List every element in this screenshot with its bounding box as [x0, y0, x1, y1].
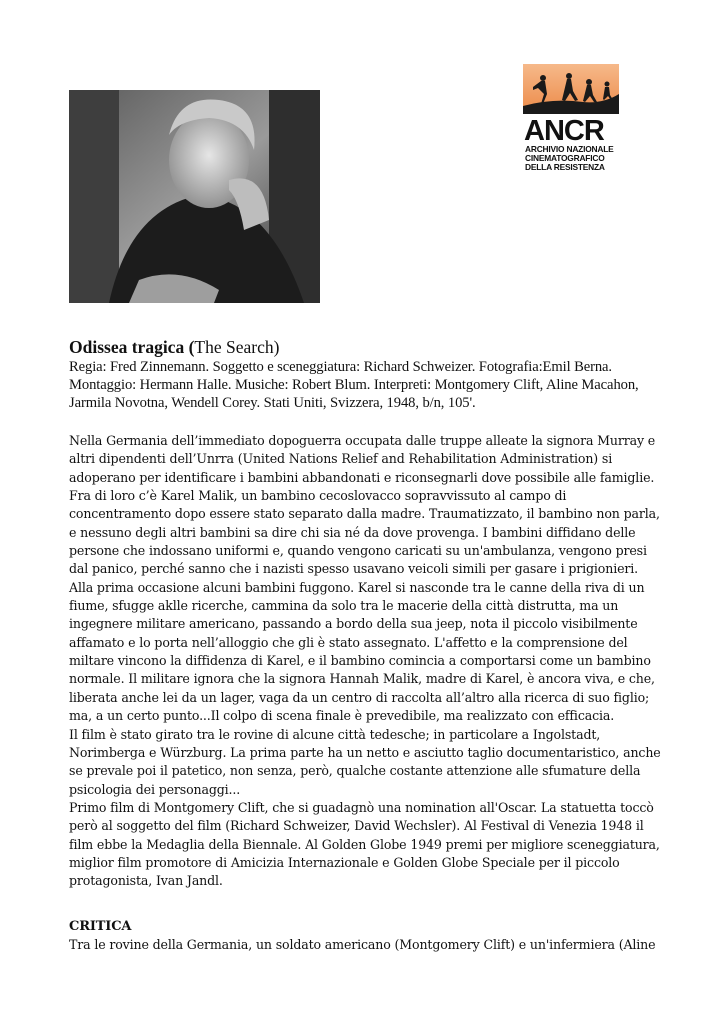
- film-title-bold: Odissea tragica (: [69, 337, 195, 357]
- logo-line-2: CINEMATOGRAFICO: [525, 153, 605, 163]
- boy-silhouette: [69, 90, 320, 303]
- film-credits: Regia: Fred Zinnemann. Soggetto e sceneggiatura: Richard Schweizer. Fotografia:Emil Berna. Montaggio: Hermann Halle. Musiche: Robert Blum. Interpreti: Montgomery Clift, Aline Macahon, Jarmila Novotna, Wendell Corey. Stati Uniti, Svizzera, 1948, b/n, 105'.: [69, 359, 639, 411]
- runners-icon: [523, 64, 619, 114]
- film-title: [69, 337, 669, 358]
- logo-line-1: ARCHIVIO NAZIONALE: [525, 144, 614, 154]
- logo-wordmark: ANCR: [524, 115, 604, 147]
- paragraph-awards: Primo film di Montgomery Clift, che si guadagnò una nomination all'Oscar. La statuetta toccò però al soggetto del film (Richard Schweizer, David Wechsler). Al Festival di Venezia 1948 il film ebbe la Medaglia della Biennale. Al Golden Globe 1949 premi per migliore sceneggiatura, miglior film promotore di Amicizia Internazionale e Golden Globe Speciale per il piccolo protagonista, Ivan Jandl.: [69, 799, 660, 889]
- logo-line-3: DELLA RESISTENZA: [525, 162, 605, 172]
- film-header: [69, 337, 669, 412]
- film-title-original: The Search): [194, 337, 280, 357]
- film-still-photo: [69, 90, 320, 303]
- critica-text: Tra le rovine della Germania, un soldato americano (Montgomery Clift) e un'infermiera (Aline: [69, 937, 656, 953]
- synopsis: [69, 432, 661, 891]
- ancr-logo: [523, 64, 619, 180]
- paragraph-production: Il film è stato girato tra le rovine di alcune città tedesche; in particolare a Ingolstadt, Norimberga e Würzburg. La prima parte ha un netto e asciutto taglio documentaristico, anche se prevale poi il patetico, non senza, però, qualche costante attenzione alle sfumature della psicologia dei personaggi...: [69, 726, 661, 797]
- critica-section: [69, 918, 661, 955]
- critica-heading: CRITICA: [69, 919, 132, 934]
- logo-banner: [523, 64, 619, 114]
- paragraph-plot: Nella Germania dell’immediato dopoguerra occupata dalle truppe alleate la signora Murray e altri dipendenti dell’Unrra (United Nations Relief and Rehabilitation Administration) si adoperano per identificare i bambini abbandonati e riconsegnarli dove possibile alle famiglie. Fra di loro c’è Karel Malik, un bambino cecoslovacco sopravvissuto al campo di concentramento dopo essere stato separato dalla madre. Traumatizzato, il bambino non parla, e nessuno degli altri bambini sa dire chi sia né da dove provenga. I bambini diffidano delle persone che indossano uniformi e, quando vengono caricati su un'ambulanza, vengono presi dal panico, perché sanno che i nazisti spesso usavano veicoli simili per gasare i prigionieri. Alla prima occasione alcuni bambini fuggono. Karel si nasconde tra le canne della riva di un fiume, sfugge aklle ricerche, cammina da solo tra le macerie della città distrutta, ma un ingegnere militare americano, passando a bordo della sua jeep, nota il piccolo visibilmente affamato e lo porta nell’alloggio che gli è stato assegnato. L'affetto e la comprensione del miltare vincono la diffidenza di Karel, e il bambino comincia a comportarsi come un bambino normale. Il militare ignora che la signora Hannah Malik, madre di Karel, è ancora viva, e che, liberata anche lei da un lager, vaga da un centro di raccolta all’altro alla ricerca di suo figlio; ma, a un certo punto...Il colpo di scena finale è prevedibile, ma realizzato con efficacia.: [69, 433, 660, 724]
